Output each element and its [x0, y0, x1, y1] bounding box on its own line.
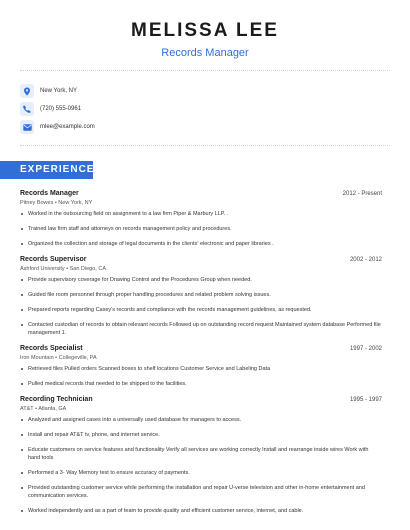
job-bullets	[20, 365, 382, 388]
email-icon	[20, 120, 34, 134]
job-entry	[20, 189, 382, 248]
job-bullets	[20, 276, 382, 337]
job-title: Records Specialist	[20, 345, 83, 352]
contact-phone	[20, 100, 95, 118]
list-item: Retrieved files Pulled orders Scanned boxes to shelf locations Customer Service and Labeling Data	[20, 365, 382, 373]
email-link[interactable]: mlee@example.com	[40, 124, 95, 130]
experience-list	[20, 189, 382, 522]
experience-section-heading: EXPERIENCE	[0, 161, 93, 179]
list-item: Performed a 3- Way Memory test to ensure accuracy of payments.	[20, 469, 382, 477]
list-item: Provide supervisory coverage for Drawing Control and the Procedures Group when needed.	[20, 276, 382, 284]
job-entry	[20, 255, 382, 337]
list-item: Worked in the outsourcing field on assignment to a law firm Piper & Marbury LLP. .	[20, 210, 382, 218]
job-dates: 1997 - 2002	[349, 346, 382, 352]
list-item: Pulled medical records that needed to be shipped to the facilities.	[20, 380, 382, 388]
job-organization: AT&T • Atlanta, GA	[20, 406, 67, 412]
job-entry	[20, 344, 382, 388]
job-title: Recording Technician	[20, 396, 93, 403]
candidate-name: MELISSA LEE	[131, 20, 279, 41]
location-text: New York, NY	[40, 88, 78, 94]
job-title: Records Supervisor	[20, 256, 87, 263]
phone-icon	[20, 102, 34, 116]
list-item: Educate customers on service features and functionality Verify all services are working correctly Install and rearrange inside wires Work with hand tools	[20, 446, 382, 462]
job-organization: Iron Mountain • Collegeville, PA	[20, 355, 97, 361]
job-organization: Ashford University • San Diego, CA	[20, 266, 106, 272]
header-divider	[20, 70, 390, 71]
contact-email	[20, 118, 95, 136]
contact-info	[20, 82, 95, 136]
list-item: Contacted custodian of records to obtain relevant records Followed up on outstanding record request Maintained system database Performed file management 1.	[20, 321, 382, 337]
job-bullets	[20, 210, 382, 248]
location-pin-icon	[20, 84, 34, 98]
list-item: Prepared reports regarding Casey's records and compliance with the records management guidelines, as requested.	[20, 306, 382, 314]
contact-location	[20, 82, 95, 100]
list-item: Install and repair AT&T tv, phone, and internet service.	[20, 431, 382, 439]
job-organization: Pitney Bowes • New York, NY	[20, 200, 93, 206]
job-dates: 1995 - 1997	[349, 397, 382, 403]
job-entry	[20, 395, 382, 515]
phone-text: (720) 555-0961	[40, 106, 82, 112]
list-item: Analyzed and assigned cases into a universally used database for managers to access.	[20, 416, 382, 424]
job-dates: 2012 - Present	[342, 191, 382, 197]
candidate-title: Records Manager	[161, 47, 249, 59]
list-item: Guided file room personnel through proper handling procedures and related problem solving issues.	[20, 291, 382, 299]
job-title: Records Manager	[20, 190, 79, 197]
job-bullets	[20, 416, 382, 515]
resume-header	[0, 0, 410, 59]
list-item: Worked independently and as a part of team to provide quality and efficient customer service, internet, and cable.	[20, 507, 382, 515]
list-item: Trained law firm staff and attorneys on records management policy and procedures.	[20, 225, 382, 233]
job-dates: 2002 - 2012	[349, 257, 382, 263]
list-item: Provided outstanding customer service while performing the installation and repair U-verse television and other in-home entertainment and communication services.	[20, 484, 382, 500]
contact-divider	[20, 145, 390, 146]
list-item: Organized the collection and storage of legal documents in the clients' electronic and paper libraries .	[20, 240, 382, 248]
